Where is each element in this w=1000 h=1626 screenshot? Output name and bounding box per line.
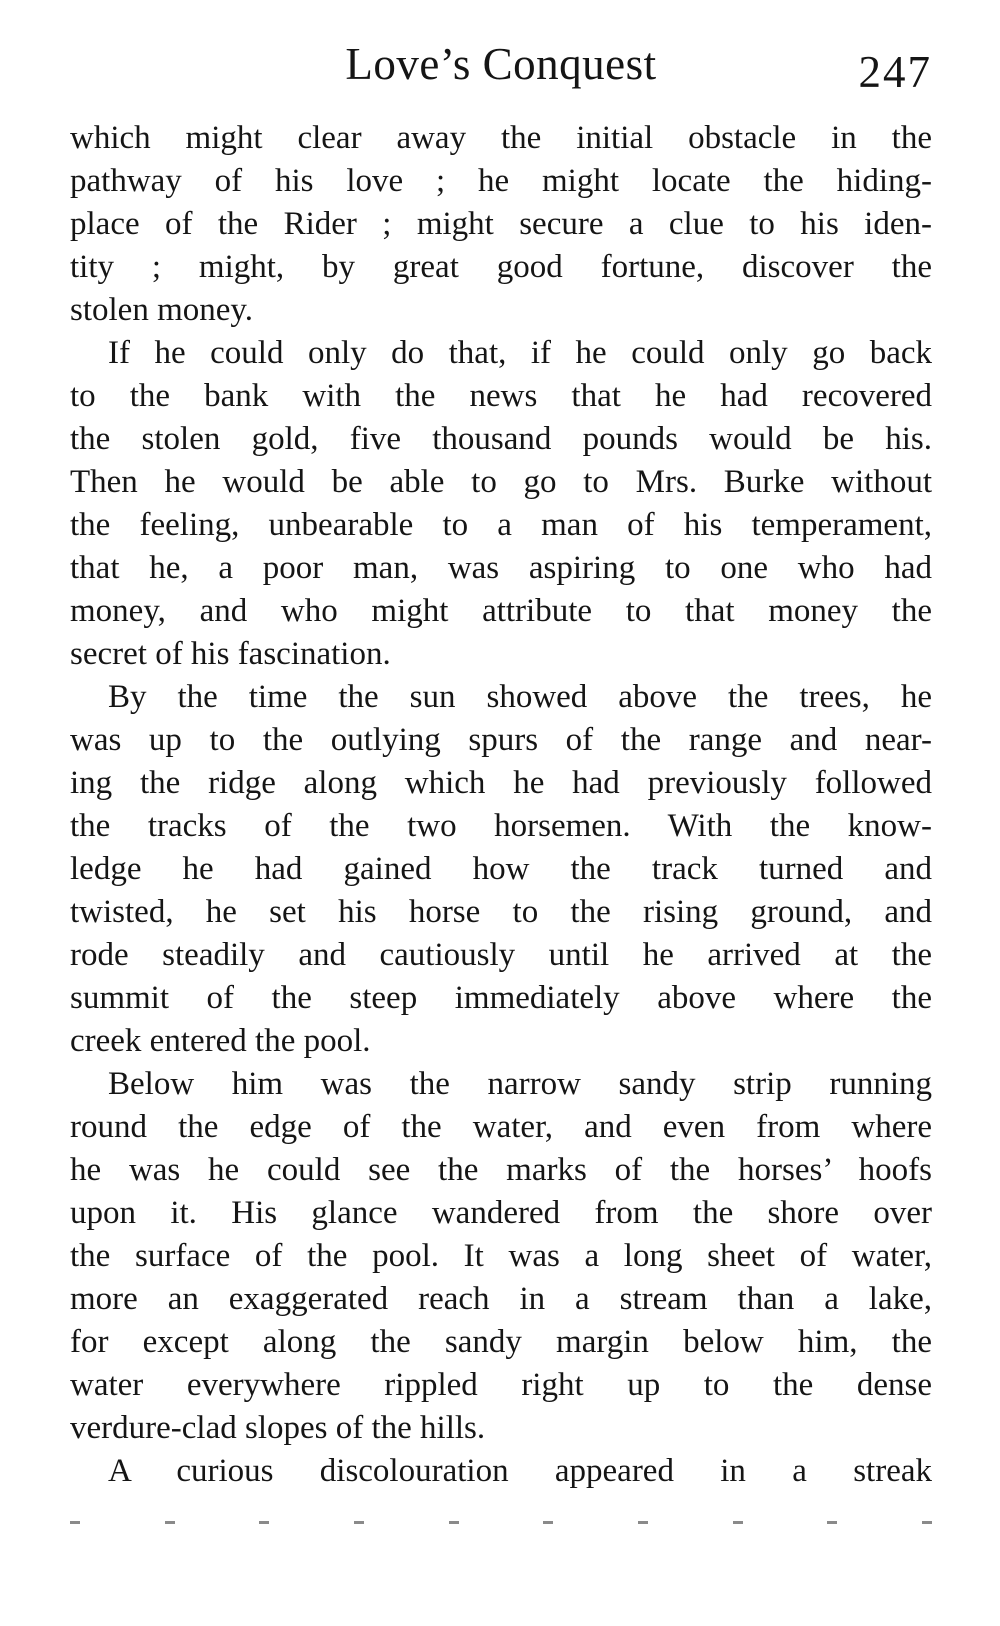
- text-line: which might clear away the initial obstacle in the: [70, 120, 932, 156]
- text-line: water everywhere rippled right up to the dense: [70, 1367, 932, 1403]
- text-line: tity ; might, by great good fortune, discover the: [70, 249, 932, 285]
- text-line: pathway of his love ; he might locate the hiding-: [70, 163, 932, 199]
- paragraph-start-line: Below him was the narrow sandy strip running: [108, 1066, 932, 1102]
- text-line: rode steadily and cautiously until he arrived at the: [70, 937, 932, 973]
- text-line: Then he would be able to go to Mrs. Burke without: [70, 464, 932, 500]
- ink-fragment: [354, 1521, 364, 1524]
- text-line: secret of his fascination.: [70, 636, 391, 672]
- text-line: round the edge of the water, and even from where: [70, 1109, 932, 1145]
- text-line: the surface of the pool. It was a long sheet of water,: [70, 1238, 932, 1274]
- ink-fragment: [733, 1521, 743, 1524]
- running-header: [70, 34, 932, 97]
- text-line: ing the ridge along which he had previously followed: [70, 765, 932, 801]
- text-line: that he, a poor man, was aspiring to one who had: [70, 550, 932, 586]
- body-text: [70, 117, 932, 1493]
- text-line: verdure-clad slopes of the hills.: [70, 1410, 486, 1446]
- ink-fragment: [259, 1521, 269, 1524]
- ink-fragment: [922, 1521, 932, 1524]
- cut-off-next-line: [70, 1519, 932, 1525]
- text-line: ledge he had gained how the track turned and: [70, 851, 932, 887]
- text-line: place of the Rider ; might secure a clue to his iden-: [70, 206, 932, 242]
- ink-fragment: [70, 1521, 80, 1524]
- text-line: the stolen gold, five thousand pounds would be his.: [70, 421, 932, 457]
- text-line: twisted, he set his horse to the rising ground, and: [70, 894, 932, 930]
- ink-fragment: [165, 1521, 175, 1524]
- ink-fragment: [449, 1521, 459, 1524]
- text-line: more an exaggerated reach in a stream than a lake,: [70, 1281, 932, 1317]
- text-line: upon it. His glance wandered from the shore over: [70, 1195, 932, 1231]
- text-line: money, and who might attribute to that money the: [70, 593, 932, 629]
- text-line: the tracks of the two horsemen. With the know-: [70, 808, 932, 844]
- ink-fragment: [543, 1521, 553, 1524]
- text-line: summit of the steep immediately above where the: [70, 980, 932, 1016]
- ink-fragment: [638, 1521, 648, 1524]
- running-title: Love’s Conquest: [345, 39, 657, 89]
- paragraph-start-line: If he could only do that, if he could only go back: [108, 335, 932, 371]
- text-line: for except along the sandy margin below him, the: [70, 1324, 932, 1360]
- ink-fragment: [827, 1521, 837, 1524]
- text-line: creek entered the pool.: [70, 1023, 371, 1059]
- paragraph-start-line: A curious discolouration appeared in a streak: [108, 1453, 932, 1489]
- text-line: stolen money.: [70, 292, 253, 328]
- page-number: 247: [858, 47, 932, 97]
- text-line: he was he could see the marks of the horses’ hoofs: [70, 1152, 932, 1188]
- paragraph-start-line: By the time the sun showed above the trees, he: [108, 679, 932, 715]
- text-line: the feeling, unbearable to a man of his temperament,: [70, 507, 932, 543]
- text-line: was up to the outlying spurs of the range and near-: [70, 722, 932, 758]
- text-line: to the bank with the news that he had recovered: [70, 378, 932, 414]
